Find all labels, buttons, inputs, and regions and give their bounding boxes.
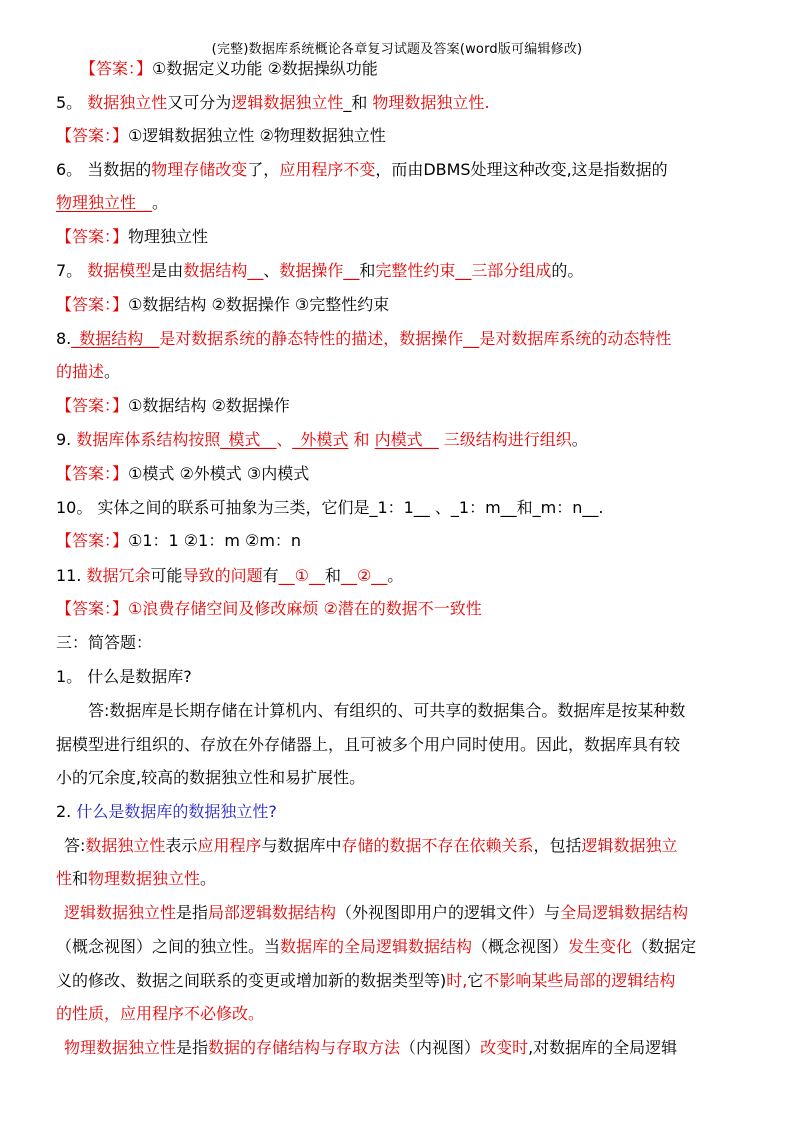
essay-question-1 <box>0 667 794 687</box>
q-keyword: 导致的问题 <box>182 566 263 585</box>
keyword: 逻辑数据独立 <box>581 836 678 855</box>
keyword: 应用程序 <box>197 836 262 855</box>
answer-text: （概念视图） <box>472 937 569 956</box>
paragraph-line <box>0 836 794 856</box>
answer-text: 答: <box>64 836 86 855</box>
answer-text: （数据定 <box>632 937 697 956</box>
answer-text: 表示 <box>165 836 198 855</box>
q-text: 和 <box>348 430 375 449</box>
paragraph-line <box>0 903 794 923</box>
keyword: 的性质，应用程序不必修改。 <box>56 1004 265 1023</box>
keyword: 物理数据独立性 <box>88 869 201 888</box>
answer-line <box>0 531 794 551</box>
answer-line <box>0 464 794 484</box>
q-keyword: 数据操作__ <box>279 261 360 280</box>
q-text: 可能 <box>150 566 183 585</box>
q-number: 8. <box>56 329 72 348</box>
q-text: 。 <box>104 362 121 381</box>
question-7 <box>0 261 794 281</box>
q-keyword: 数据库体系结构按照 <box>76 430 221 449</box>
answer-text: ①数据定义功能 ②数据操纵功能 <box>152 59 378 78</box>
keyword: 逻辑数据独立性 <box>64 903 177 922</box>
answer-text: 据模型进行组织的、存放在外存储器上，且可被多个用户同时使用。因此，数据库具有较 <box>56 735 681 754</box>
paragraph-line <box>0 1038 794 1058</box>
q-number: 2. <box>56 802 77 821</box>
answer-text: 答:数据库是长期存储在计算机内、有组织的、可共享的数据集合。数据库是按某种数 <box>88 701 686 720</box>
q-keyword: 是对数据库系统的动态特性 <box>479 329 672 348</box>
paragraph-line <box>0 971 794 991</box>
q-keyword: 三部分组成 <box>471 261 552 280</box>
q-keyword: 应用程序不变 <box>279 160 376 179</box>
q-text: _和 <box>343 93 373 112</box>
paragraph-line <box>0 1004 794 1024</box>
q-number: 5。 <box>56 93 88 112</box>
answer-text: ①数据结构 ②数据操作 <box>128 396 290 415</box>
answer-line <box>0 59 794 79</box>
answer-text: ，包括 <box>533 836 582 855</box>
question-5 <box>0 93 794 113</box>
keyword: 全局逻辑数据结构 <box>560 903 689 922</box>
section-heading <box>0 633 794 653</box>
q-text: 6。 当数据的 <box>56 160 152 179</box>
answer-text: （内视图） <box>400 1038 481 1057</box>
q-text: 了， <box>247 160 280 179</box>
keyword: 数据独立性 <box>85 836 166 855</box>
answer-text: ①数据结构 ②数据操作 ③完整性约束 <box>128 295 390 314</box>
section-title: 三：简答题： <box>56 633 153 652</box>
q-keyword: 数据结构__ <box>183 261 264 280</box>
q-keyword: 的描述 <box>56 362 105 381</box>
answer-tag: 【答案：】 <box>56 126 129 145</box>
q-keyword: 数据独立性 <box>87 93 168 112</box>
question-8-cont <box>0 362 794 382</box>
answer-text: （外视图即用户的逻辑文件）与 <box>336 903 561 922</box>
answer-line <box>0 295 794 315</box>
keyword: 数据库的全局逻辑数据结构 <box>280 937 473 956</box>
answer-tag: 【答案：】 <box>56 599 129 618</box>
keyword: 数据的存储结构与存取方法 <box>208 1038 401 1057</box>
q-blank: _模式__ <box>220 430 277 449</box>
keyword: 时, <box>446 971 468 990</box>
paragraph-line <box>0 701 794 721</box>
answer-tag: 【答案：】 <box>56 227 129 246</box>
q-keyword: 数据模型 <box>87 261 152 280</box>
q-blank: _数据结构__ <box>71 329 160 348</box>
q-text: 。 <box>387 566 404 585</box>
q-text: 有 <box>262 566 279 585</box>
q-text: 是由 <box>151 261 184 280</box>
answer-text: 小的冗余度,较高的数据独立性和易扩展性。 <box>56 768 366 787</box>
q-blank: 物理独立性__ <box>56 193 153 212</box>
q-keyword: 物理数据独立性 <box>372 93 485 112</box>
q-text: 和 <box>359 261 376 280</box>
q-blank: _外模式 <box>292 430 349 449</box>
q-text: 、 <box>263 261 280 280</box>
answer-line <box>0 396 794 416</box>
answer-text: 是指 <box>176 1038 209 1057</box>
q-keyword: 数据冗余 <box>86 566 151 585</box>
answer-text: ,对数据库的全局逻辑 <box>528 1038 678 1057</box>
answer-tag: 【答案：】 <box>56 464 129 483</box>
q-text: . <box>484 93 490 112</box>
page-header: (完整)数据库系统概论各章复习试题及答案(word版可编辑修改) <box>211 42 583 57</box>
answer-tag: 【答案：】 <box>56 531 129 550</box>
q-text: 1。 什么是数据库? <box>56 667 192 686</box>
question-6-cont <box>0 193 794 213</box>
q-text: 10。 实体之间的联系可抽象为三类，它们是_1：1__ 、_1：m__和_m：n__. <box>56 498 604 517</box>
answer-tag: 【答案：】 <box>80 59 153 78</box>
q-title: 什么是数据库的数据独立性? <box>76 802 277 821</box>
answer-text: ①1：1 ②1：m ②m：n <box>128 531 302 550</box>
question-6 <box>0 160 794 180</box>
question-11 <box>0 566 794 586</box>
answer-line <box>0 126 794 146</box>
q-number: 7。 <box>56 261 88 280</box>
question-9 <box>0 430 794 450</box>
answer-text: ①模式 ②外模式 ③内模式 <box>128 464 310 483</box>
answer-text: 与数据库中 <box>261 836 342 855</box>
paragraph-line <box>0 869 794 889</box>
q-text: 和 <box>324 566 341 585</box>
q-text: 、 <box>276 430 293 449</box>
answer-text: 和 <box>72 869 89 888</box>
paragraph-line <box>0 768 794 788</box>
keyword: 发生变化 <box>568 937 633 956</box>
answer-line <box>0 227 794 247</box>
q-number: 11. <box>56 566 87 585</box>
q-text: 。 <box>152 193 169 212</box>
paragraph-line <box>0 937 794 957</box>
q-text: 。 <box>571 430 588 449</box>
q-text: ，而由DBMS处理这种改变,这是指数据的 <box>375 160 668 179</box>
q-text: 又可分为 <box>167 93 232 112</box>
q-keyword: 物理存储改变 <box>151 160 248 179</box>
q-blank: __①__ <box>278 566 325 585</box>
question-10 <box>0 498 794 518</box>
answer-text: 它 <box>467 971 484 990</box>
keyword: 物理数据独立性 <box>64 1038 177 1057</box>
answer-tag: 【答案：】 <box>56 295 129 314</box>
keyword: 不影响某些局部的逻辑结构 <box>483 971 676 990</box>
q-keyword: 三级结构进行组织 <box>438 430 572 449</box>
q-keyword: 完整性约束__ <box>375 261 472 280</box>
q-blank: 内模式__ <box>374 430 439 449</box>
q-text: 的。 <box>551 261 584 280</box>
answer-tag: 【答案：】 <box>56 396 129 415</box>
answer-text: ①浪费存储空间及修改麻烦 ②潜在的数据不一致性 <box>128 599 482 618</box>
question-8 <box>0 329 794 349</box>
answer-text: ①逻辑数据独立性 ②物理数据独立性 <box>128 126 386 145</box>
keyword: 存储的数据不存在依赖关系 <box>341 836 534 855</box>
answer-text: 义的修改、数据之间联系的变更或增加新的数据类型等) <box>56 971 447 990</box>
answer-line <box>0 599 794 619</box>
keyword: 改变时 <box>480 1038 529 1057</box>
q-number: 9. <box>56 430 77 449</box>
answer-text: 是指 <box>176 903 209 922</box>
keyword: 性 <box>56 869 73 888</box>
keyword: 局部逻辑数据结构 <box>208 903 337 922</box>
q-blank: __②__ <box>340 566 388 585</box>
answer-text: （概念视图）之间的独立性。当 <box>56 937 281 956</box>
essay-question-2 <box>0 802 794 822</box>
q-keyword: 数据操作__ <box>399 329 480 348</box>
q-keyword: 是对数据系统的静态特性的描述， <box>159 329 400 348</box>
answer-text: 物理独立性 <box>128 227 209 246</box>
answer-text: 。 <box>200 869 217 888</box>
q-keyword: 逻辑数据独立性 <box>231 93 344 112</box>
paragraph-line <box>0 735 794 755</box>
